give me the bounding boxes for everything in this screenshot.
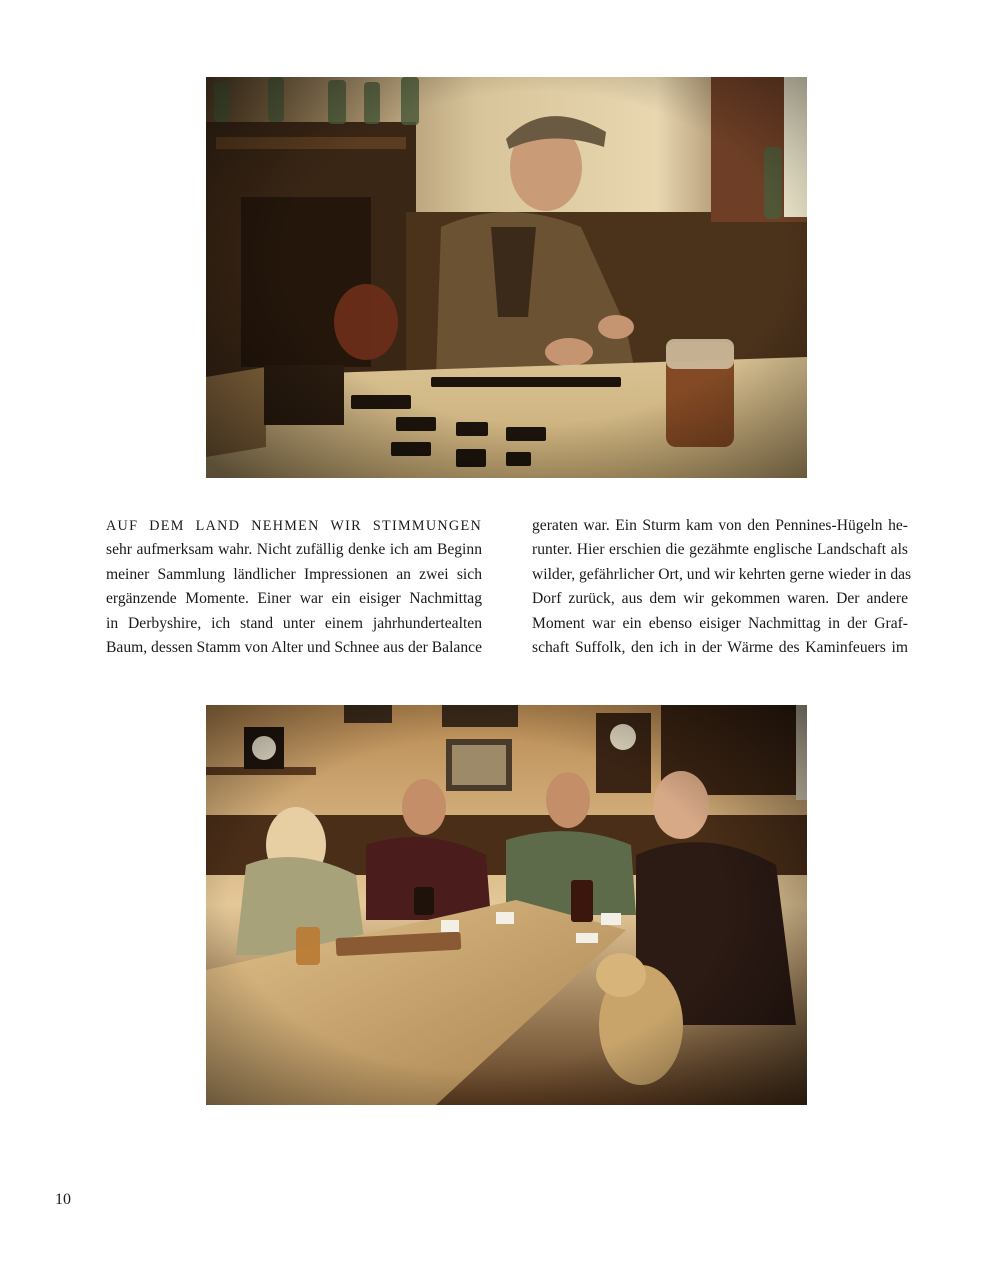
text-line: wilder, gefährlicher Ort, und wir kehrten gerne wieder in das	[532, 565, 912, 583]
pub-card-game-photo	[206, 705, 807, 1105]
photo-top-illustration	[206, 77, 807, 478]
text-line: in Derbyshire, ich stand unter einem jahrhundertealten	[106, 614, 482, 632]
text-line: sehr aufmerksam wahr. Nicht zufällig denke ich am Beginn	[106, 541, 482, 559]
page-number: 10	[55, 1191, 71, 1208]
text-line: meiner Sammlung ländlicher Impressionen an zwei sich	[106, 565, 482, 583]
text-line: Dorf zurück, aus dem wir gekommen waren. Der andere	[532, 590, 908, 608]
text-line: geraten war. Ein Sturm kam von den Pennines-Hügeln he-	[532, 517, 908, 534]
text-line: Moment war ein ebenso eisiger Nachmittag in der Graf-	[532, 614, 908, 632]
text-line: ergänzende Momente. Einer war ein eisiger Nachmittag	[106, 590, 482, 608]
text-column-left	[106, 514, 482, 660]
text-line: runter. Hier erschien die gezähmte englische Landschaft als	[532, 541, 908, 559]
text-line: schaft Suffolk, den ich in der Wärme des Kaminfeuers im	[532, 639, 908, 657]
photo-bottom-illustration	[206, 705, 807, 1105]
text-column-right	[532, 514, 912, 660]
text-line: AUF DEM LAND NEHMEN WIR STIMMUNGEN	[106, 518, 482, 534]
text-line: Baum, dessen Stamm von Alter und Schnee aus der Balance	[106, 639, 482, 657]
man-playing-dominoes-photo	[206, 77, 807, 478]
